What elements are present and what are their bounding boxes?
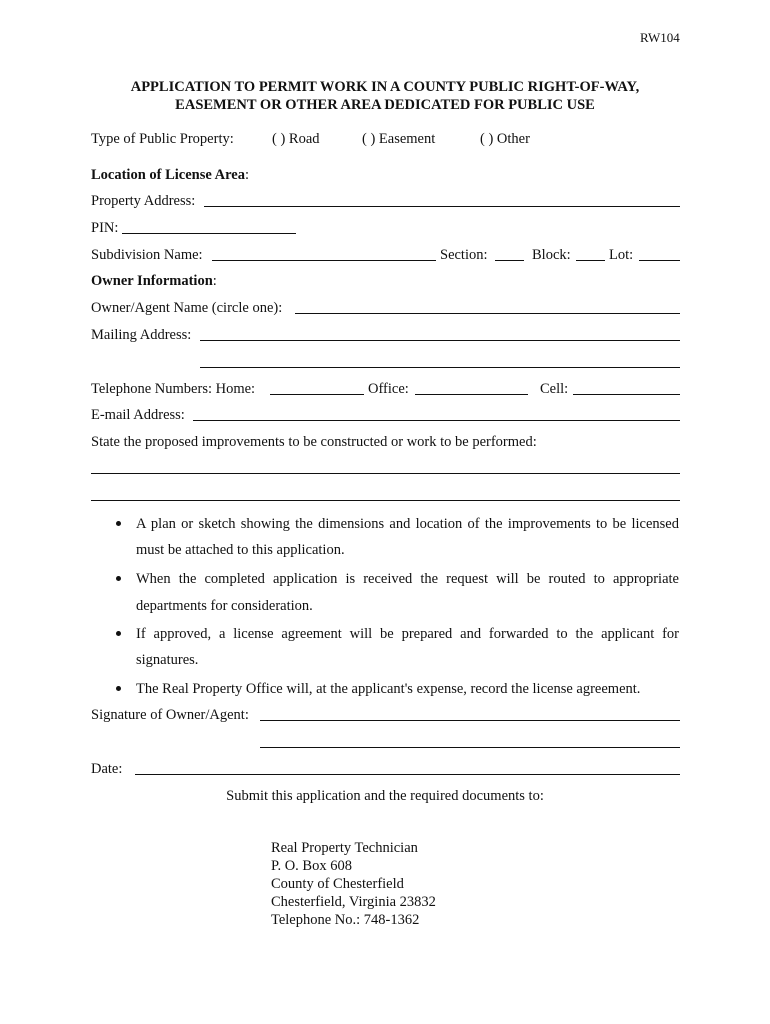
submit-instructions: Submit this application and the required documents to: [226,788,544,804]
owner-name-field[interactable] [295,313,680,314]
pin-field[interactable] [122,233,296,234]
bullet-icon [116,686,121,691]
subdivision-field[interactable] [212,260,436,261]
section-label: Section: [440,247,488,263]
title-line-1: APPLICATION TO PERMIT WORK IN A COUNTY PUBLIC RIGHT-OF-WAY, [130,79,640,95]
property-address-field[interactable] [204,206,680,207]
location-heading-colon: : [244,167,250,183]
bullet-icon [116,631,121,636]
address-line-2: P. O. Box 608 [271,858,352,874]
phone-home-field[interactable] [270,394,364,395]
lot-label: Lot: [609,247,634,263]
form-code: RW104 [640,30,680,45]
bullet-1-line-1: A plan or sketch showing the dimensions and location of the improvements to be licensed [136,516,679,532]
mailing-address-field[interactable] [200,340,680,341]
location-heading-text: Location of License Area [91,167,245,183]
signature-field[interactable] [260,720,680,721]
mailing-address-label: Mailing Address: [91,327,192,343]
signature-field-2[interactable] [260,747,680,748]
bullet-3-line-1: If approved, a license agreement will be prepared and forwarded to the applicant for [136,626,679,642]
property-type-label: Type of Public Property: [91,131,234,147]
owner-name-label: Owner/Agent Name (circle one): [91,300,283,316]
owner-heading-colon: : [212,273,217,289]
title-line-2: EASEMENT OR OTHER AREA DEDICATED FOR PUBLIC USE [175,97,595,113]
bullet-icon [116,521,121,526]
bullet-2-line-1: When the completed application is received the request will be routed to appropriate [136,571,679,587]
date-field[interactable] [135,774,680,775]
phone-office-label: Office: [368,381,409,397]
email-field[interactable] [193,420,680,421]
block-field[interactable] [576,260,605,261]
option-easement-checkbox[interactable]: ( ) Easement [362,131,436,147]
option-other-checkbox[interactable]: ( ) Other [480,131,530,147]
improvements-field-2[interactable] [91,500,680,501]
phone-office-field[interactable] [415,394,528,395]
owner-heading-text: Owner Information [91,273,213,289]
block-label: Block: [532,247,571,263]
bullet-2-line-2: departments for consideration. [136,598,313,614]
subdivision-label: Subdivision Name: [91,247,203,263]
phone-cell-field[interactable] [573,394,680,395]
section-field[interactable] [495,260,524,261]
signature-label: Signature of Owner/Agent: [91,707,249,723]
improvements-label: State the proposed improvements to be constructed or work to be performed: [91,434,537,450]
bullet-3-line-2: signatures. [136,652,199,668]
email-label: E-mail Address: [91,407,185,423]
date-label: Date: [91,761,123,777]
address-line-4: Chesterfield, Virginia 23832 [271,894,436,910]
property-address-label: Property Address: [91,193,196,209]
bullet-icon [116,576,121,581]
mailing-address-field-2[interactable] [200,367,680,368]
phone-home-label: Telephone Numbers: Home: [91,381,256,397]
address-line-3: County of Chesterfield [271,876,404,892]
address-line-1: Real Property Technician [271,840,418,856]
bullet-1-line-2: must be attached to this application. [136,542,345,558]
option-road-checkbox[interactable]: ( ) Road [272,131,320,147]
address-line-5: Telephone No.: 748-1362 [271,912,420,928]
improvements-field-1[interactable] [91,473,680,474]
pin-label: PIN: [91,220,119,236]
bullet-4-line-1: The Real Property Office will, at the applicant's expense, record the license agreement. [136,681,641,697]
location-heading [91,166,249,184]
lot-field[interactable] [639,260,680,261]
owner-heading [91,272,217,290]
phone-cell-label: Cell: [540,381,569,397]
